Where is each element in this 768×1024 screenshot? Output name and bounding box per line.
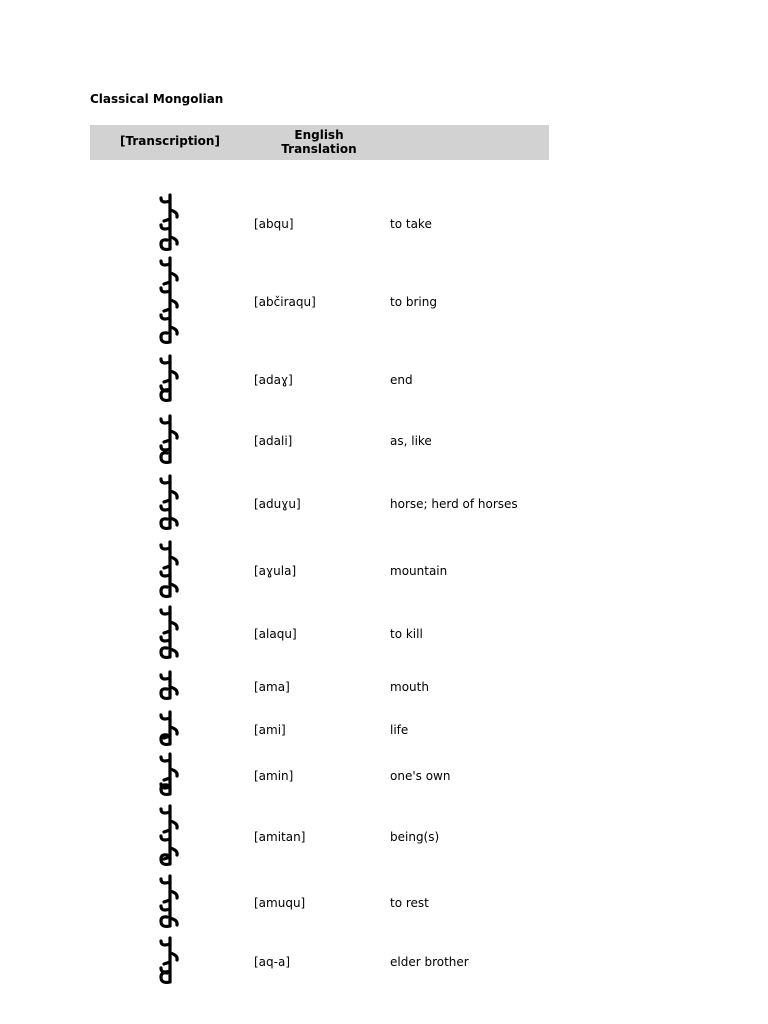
translation-cell: as, like	[390, 434, 432, 448]
script-glyph	[154, 193, 182, 255]
mongolian-script-word	[154, 670, 182, 704]
mongolian-script-word	[154, 936, 182, 988]
transcription-cell: [aduɣu]	[254, 497, 301, 511]
script-glyph	[154, 874, 182, 932]
script-glyph	[154, 752, 182, 800]
transcription-cell: [ama]	[254, 680, 290, 694]
table-row	[90, 540, 549, 602]
table-row	[90, 414, 549, 468]
script-glyph	[154, 354, 182, 406]
transcription-cell: [aɣula]	[254, 564, 297, 578]
mongolian-script-word	[154, 354, 182, 406]
transcription-cell: [aq-a]	[254, 955, 291, 969]
translation-cell: being(s)	[390, 830, 440, 844]
mongolian-script-word	[154, 414, 182, 468]
table-row	[90, 605, 549, 663]
table-row	[90, 752, 549, 800]
mongolian-script-word	[154, 193, 182, 255]
transcription-cell: [amuqu]	[254, 896, 306, 910]
transcription-cell: [ami]	[254, 723, 286, 737]
transcription-cell: [adali]	[254, 434, 293, 448]
header-english-line1: English	[294, 128, 344, 142]
mongolian-script-word	[154, 752, 182, 800]
script-glyph	[154, 540, 182, 602]
translation-cell: to rest	[390, 896, 429, 910]
mongolian-script-word	[154, 540, 182, 602]
mongolian-script-word	[154, 605, 182, 663]
translation-cell: horse; herd of horses	[390, 497, 518, 511]
page-title: Classical Mongolian	[90, 92, 224, 106]
header-transcription: [Transcription]	[120, 134, 220, 148]
script-glyph	[154, 804, 182, 870]
header-english-line2: Translation	[281, 142, 357, 156]
table-row	[90, 256, 549, 348]
translation-cell: one's own	[390, 769, 451, 783]
mongolian-script-word	[154, 804, 182, 870]
mongolian-script-word	[154, 874, 182, 932]
table-row	[90, 936, 549, 988]
script-glyph	[154, 414, 182, 468]
table-row	[90, 804, 549, 870]
header-english-translation	[250, 128, 388, 156]
mongolian-script-word	[154, 474, 182, 534]
table-header	[90, 125, 549, 160]
translation-cell: to take	[390, 217, 432, 231]
translation-cell: to bring	[390, 295, 437, 309]
script-glyph	[154, 936, 182, 988]
translation-cell: to kill	[390, 627, 423, 641]
translation-cell: mouth	[390, 680, 429, 694]
transcription-cell: [alaqu]	[254, 627, 297, 641]
table-row	[90, 193, 549, 255]
script-glyph	[154, 605, 182, 663]
table-row	[90, 354, 549, 406]
transcription-cell: [adaɣ]	[254, 373, 293, 387]
mongolian-script-word	[154, 710, 182, 750]
script-glyph	[154, 256, 182, 348]
table-row	[90, 670, 549, 704]
script-glyph	[154, 474, 182, 534]
table-row	[90, 710, 549, 750]
translation-cell: mountain	[390, 564, 448, 578]
mongolian-script-word	[154, 256, 182, 348]
table-row	[90, 474, 549, 534]
script-glyph	[154, 670, 182, 704]
table-row	[90, 874, 549, 932]
script-glyph	[154, 710, 182, 750]
transcription-cell: [abqu]	[254, 217, 294, 231]
translation-cell: elder brother	[390, 955, 469, 969]
translation-cell: end	[390, 373, 413, 387]
translation-cell: life	[390, 723, 409, 737]
transcription-cell: [amin]	[254, 769, 294, 783]
transcription-cell: [amitan]	[254, 830, 306, 844]
transcription-cell: [abčiraqu]	[254, 295, 316, 309]
